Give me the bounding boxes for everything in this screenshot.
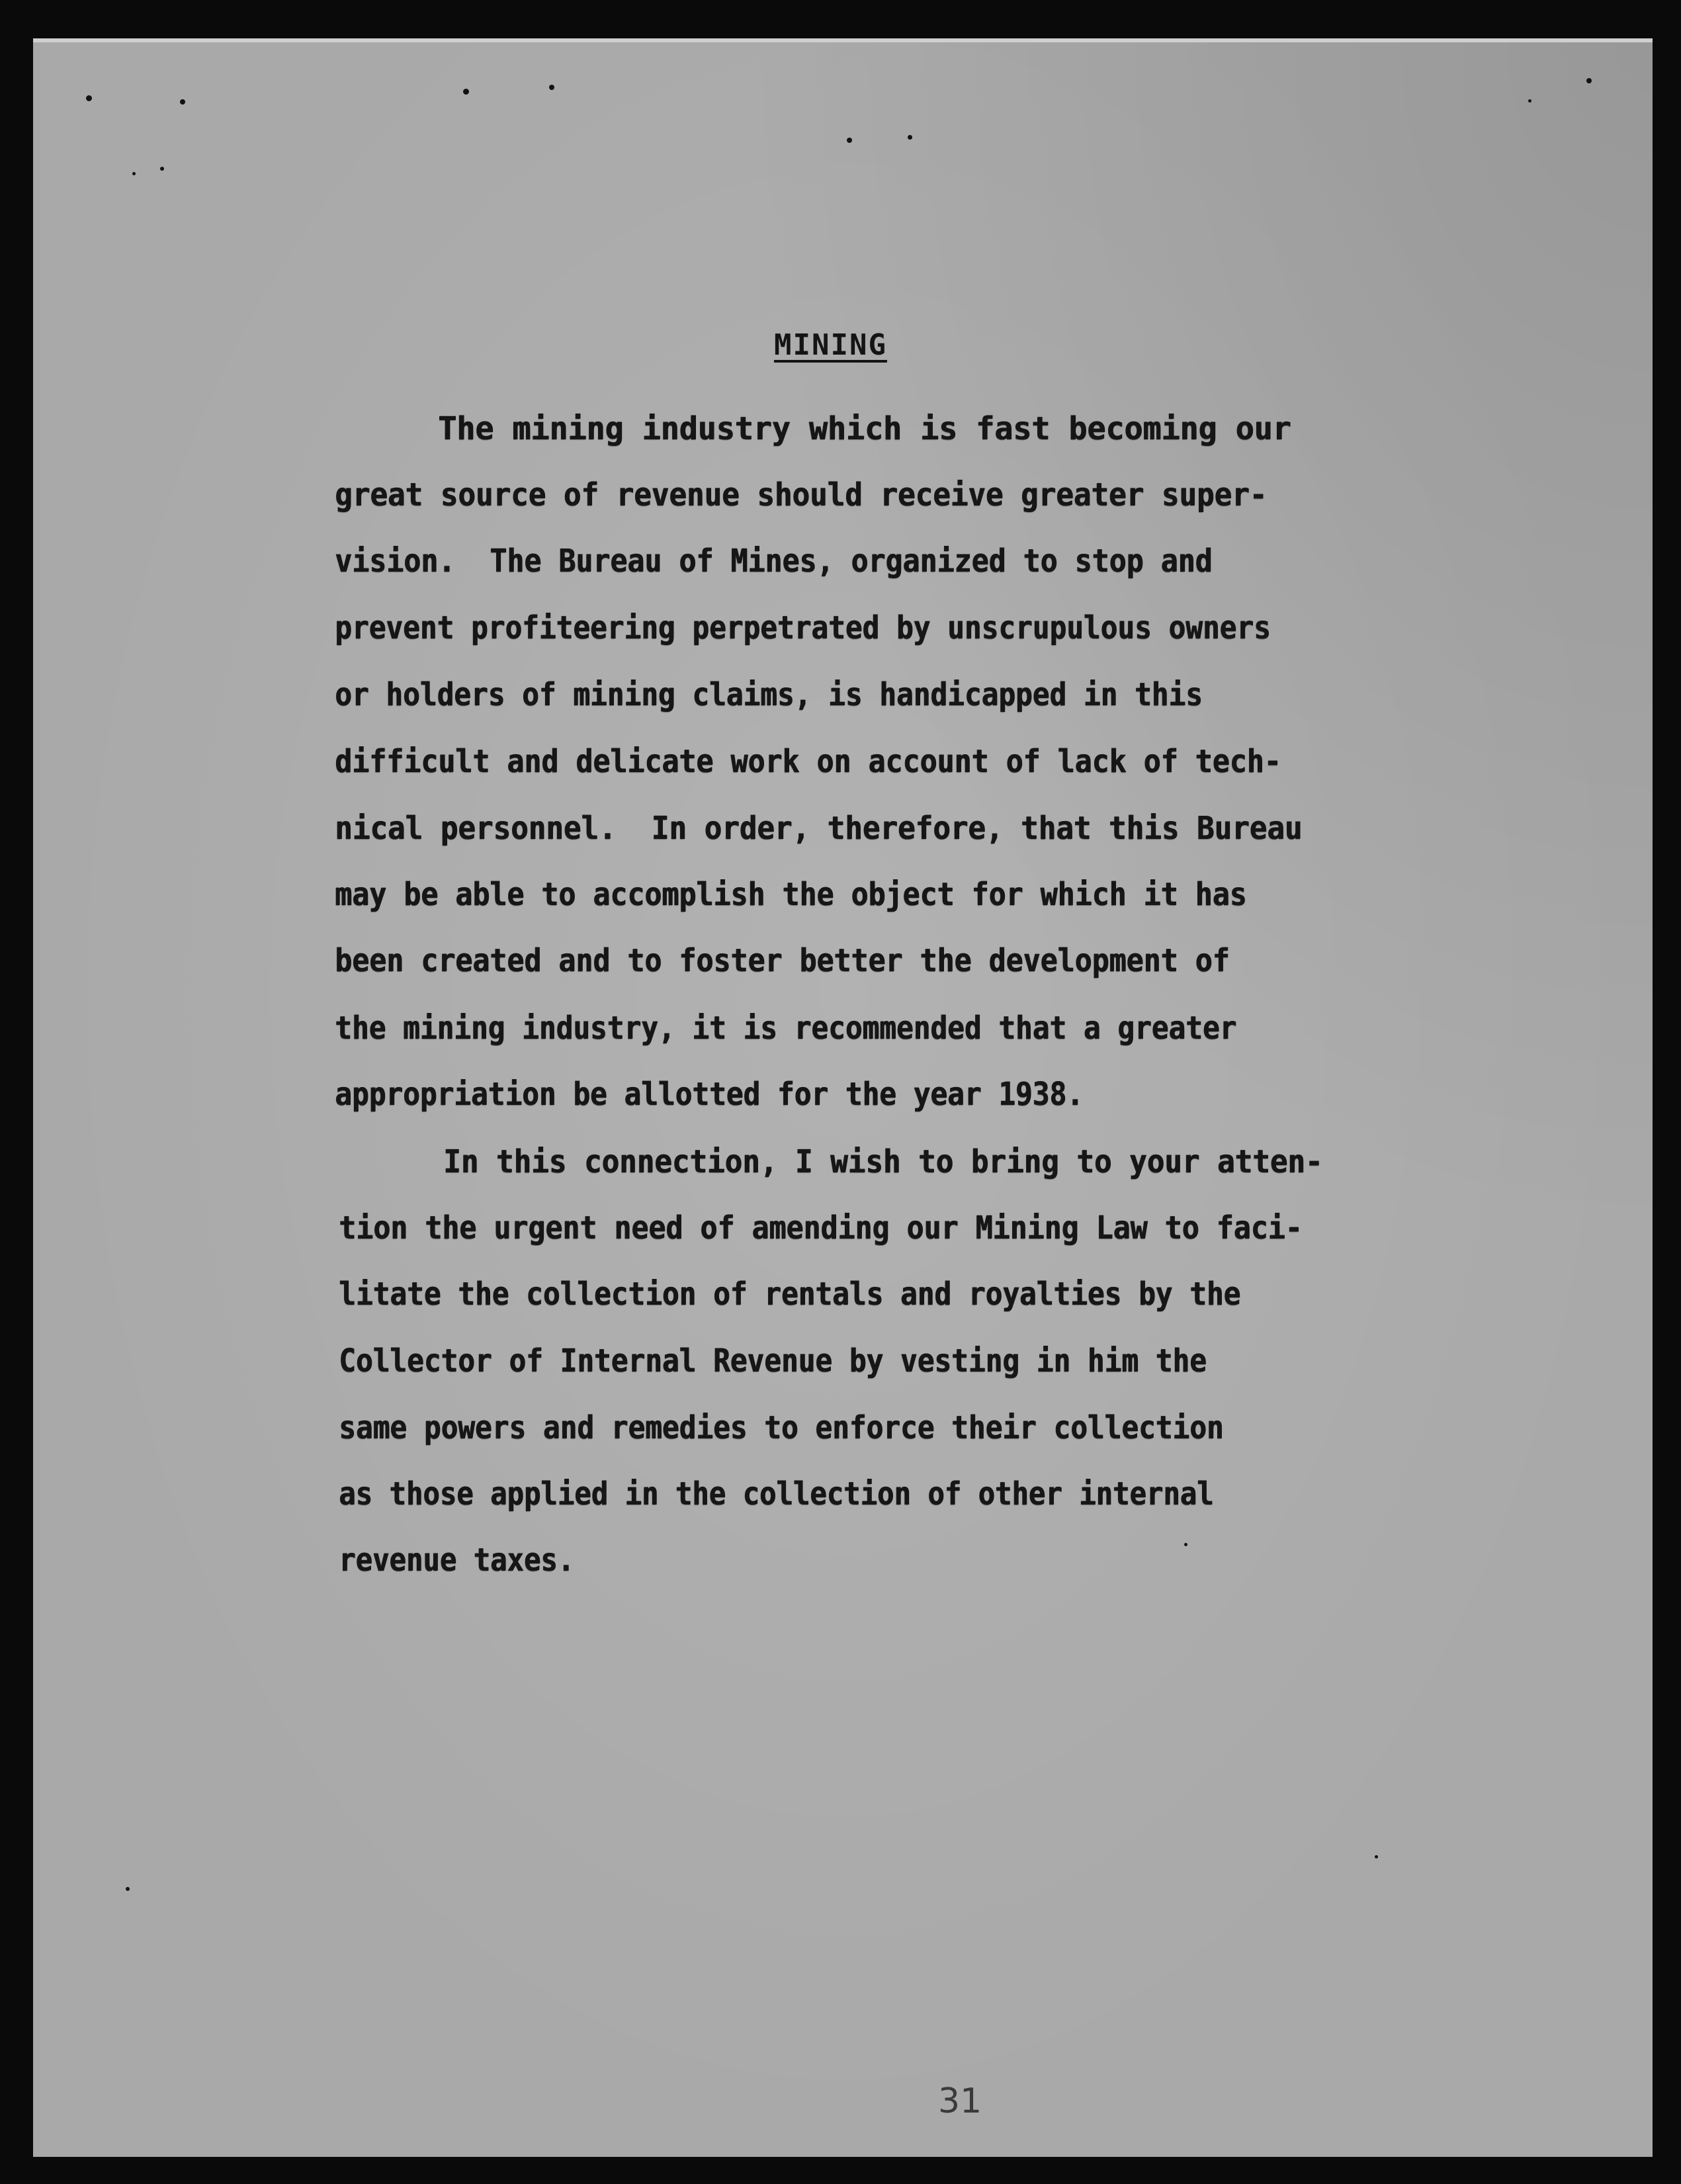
text-line: the mining industry, it is recommended that a greater xyxy=(335,1010,1237,1047)
text-line: may be able to accomplish the object for which it has xyxy=(335,876,1247,913)
text-line: revenue taxes. xyxy=(339,1542,575,1579)
text-line: difficult and delicate work on account of lack of tech- xyxy=(335,743,1281,780)
scan-speck xyxy=(463,89,469,95)
scan-speck xyxy=(549,85,554,90)
scan-speck xyxy=(126,1887,130,1891)
scan-speck xyxy=(1184,1543,1187,1546)
scan-speck xyxy=(86,95,92,101)
text-line: The mining industry which is fast becoming our xyxy=(438,410,1291,447)
scan-speck xyxy=(908,135,912,140)
page-number: 31 xyxy=(938,2081,982,2121)
section-heading: MINING xyxy=(774,328,887,362)
text-line: Collector of Internal Revenue by vesting in him the xyxy=(339,1342,1207,1379)
text-line: In this connection, I wish to bring to your atten- xyxy=(443,1143,1323,1180)
document-page xyxy=(33,38,1653,2157)
text-line: as those applied in the collection of other internal xyxy=(339,1475,1214,1512)
text-line: great source of revenue should receive greater super- xyxy=(335,476,1268,513)
scan-speck xyxy=(847,138,852,143)
text-line: appropriation be allotted for the year 1938. xyxy=(335,1076,1084,1113)
scan-speck xyxy=(180,99,185,105)
text-line: or holders of mining claims, is handicapped in this xyxy=(335,676,1203,713)
text-line: been created and to foster better the development of xyxy=(335,942,1230,979)
text-line: nical personnel. In order, therefore, that this Bureau xyxy=(335,810,1303,847)
text-line: same powers and remedies to enforce their collection xyxy=(339,1409,1224,1446)
scan-speck xyxy=(1375,1855,1378,1858)
text-line: vision. The Bureau of Mines, organized to stop and xyxy=(335,543,1213,580)
scan-speck xyxy=(160,167,164,171)
text-line: tion the urgent need of amending our Mining Law to faci- xyxy=(339,1209,1303,1246)
scan-speck xyxy=(132,172,136,175)
scan-speck xyxy=(1586,78,1592,83)
text-line: litate the collection of rentals and royalties by the xyxy=(339,1276,1241,1313)
scan-speck xyxy=(1528,99,1531,103)
text-line: prevent profiteering perpetrated by unscrupulous owners xyxy=(335,609,1271,646)
